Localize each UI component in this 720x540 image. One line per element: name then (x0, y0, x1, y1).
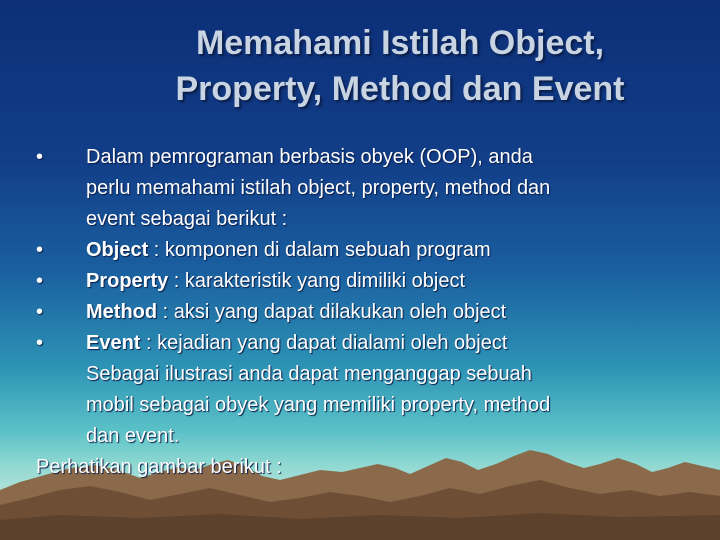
definition-event: : kejadian yang dapat dialami oleh object (140, 332, 508, 354)
term-object: Object (86, 239, 149, 261)
definition-object: : komponen di dalam sebuah program (148, 239, 491, 261)
bullet-method (36, 297, 696, 328)
intro-line-2: perlu memahami istilah object, property, method dan (86, 177, 551, 199)
intro-line-3: event sebagai berikut : (86, 208, 288, 230)
illustration-line-1: Sebagai ilustrasi anda dapat menganggap sebuah (86, 363, 532, 385)
slide-title (100, 20, 700, 112)
illustration-paragraph (36, 359, 696, 452)
intro-line-1: Dalam pemrograman berbasis obyek (OOP), anda (86, 146, 533, 168)
slide-body (36, 142, 696, 483)
bullet-icon: • (36, 146, 44, 168)
title-line-2: Property, Method dan Event (175, 70, 625, 108)
definition-method: : aksi yang dapat dilakukan oleh object (157, 301, 507, 323)
term-event: Event (86, 332, 141, 354)
bullet-icon: • (36, 301, 44, 323)
definition-property: : karakteristik yang dimiliki object (168, 270, 466, 292)
title-line-1: Memahami Istilah Object, (195, 24, 605, 62)
bullet-event (36, 328, 696, 359)
illustration-line-3: dan event. (86, 425, 180, 447)
bullet-property (36, 266, 696, 297)
term-property: Property (86, 270, 169, 292)
term-method: Method (86, 301, 158, 323)
bullet-icon: • (36, 332, 44, 354)
bullet-object (36, 235, 696, 266)
bullet-icon: • (36, 239, 44, 261)
bullet-icon: • (36, 270, 44, 292)
closing-text: Perhatikan gambar berikut : (36, 456, 282, 478)
illustration-line-2: mobil sebagai obyek yang memiliki property, method (86, 394, 551, 416)
bullet-intro (36, 142, 696, 235)
